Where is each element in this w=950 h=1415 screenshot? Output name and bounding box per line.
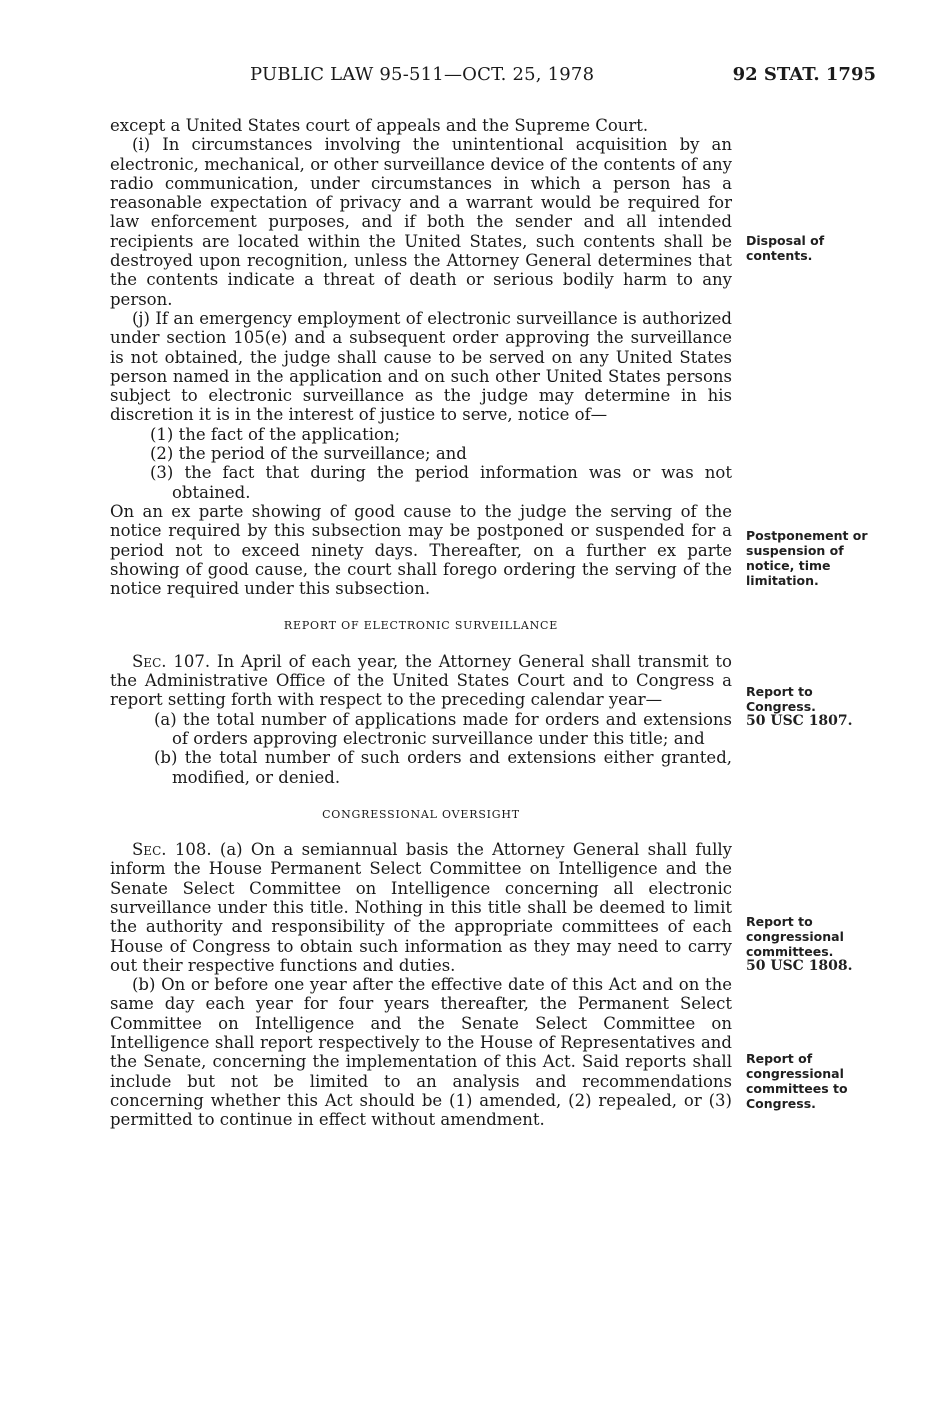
margin-note-line: notice, time <box>746 558 831 573</box>
section-107 <box>110 652 732 710</box>
section-label: Sec. <box>132 840 167 860</box>
list-item-a: (a) the total number of applications made for orders and extensions of orders approving electronic surveillance under this title; and <box>154 709 732 748</box>
margin-note-report-of <box>746 1051 876 1111</box>
margin-note-line: committees. <box>746 944 834 959</box>
margin-note-disposal <box>746 233 876 263</box>
section-108-text: 108. (a) On a semiannual basis the Attorney General shall fully inform the House Permanent Select Committee on Intelligence and the Senate Select Committee on Intelligence concerning all electronic surveillance under this title. Nothing in this title shall be deemed to limit the authority and responsibility of the appropriate committees of each House of Congress to obtain such information as they may need to carry out their respective functions and duties. <box>110 840 732 975</box>
margin-note-line: Report of <box>746 1051 813 1066</box>
page-header <box>250 64 876 86</box>
margin-note-postponement <box>746 528 876 588</box>
section-heading-oversight: CONGRESSIONAL OVERSIGHT <box>322 807 520 821</box>
paragraph-i: (i) In circumstances involving the unintentional acquisition by an electronic, mechanical, or other surveillance device of the contents of any radio communication, under circumstances in which a person has a reasonable expectation of privacy and a warrant would be required for law enforcement purposes, and if both the sender and all intended recipients are located within the United States, such contents shall be destroyed upon recognition, unless the Attorney General determines that the contents indicate a threat of death or serious bodily harm to any person. <box>110 135 732 309</box>
margin-note-line: Disposal of <box>746 233 825 248</box>
margin-note-line: Report to <box>746 914 813 929</box>
list-item-1: (1) the fact of the application; <box>150 424 401 444</box>
list-item-2: (2) the period of the surveillance; and <box>150 444 467 464</box>
usc-citation: 50 USC 1807. <box>746 713 853 729</box>
list-item-b: (b) the total number of such orders and extensions either granted, modified, or denied. <box>154 748 732 787</box>
margin-note-line: Congress. <box>746 699 816 714</box>
paragraph-108b: (b) On or before one year after the effective date of this Act and on the same day each year for four years thereafter, the Permanent Select Committee on Intelligence and the Senate Select Committee on Intelligence shall report respectively to the House of Representatives and the Senate, concerning the implementation of this Act. Said reports shall include but not be limited to an analysis and recommendations concerning whether this Act should be (1) amended, (2) repealed, or (3) permitted to continue in effect without amendment. <box>110 975 732 1130</box>
paragraph-court: except a United States court of appeals and the Supreme Court. <box>110 116 649 135</box>
margin-note-line: Report to <box>746 684 813 699</box>
margin-note-line: Congress. <box>746 1096 816 1111</box>
margin-note-line: suspension of <box>746 543 844 558</box>
paragraph-j: (j) If an emergency employment of electronic surveillance is authorized under section 105(e) and a subsequent order approving the surveillance is not obtained, the judge shall cause to be served on any United States person named in the application and on such other United States persons subject to electronic surveillance as the judge may determine in his discretion it is in the interest of justice to serve, notice of— <box>110 308 732 425</box>
list-item-3: (3) the fact that during the period information was or was not obtained. <box>150 463 732 502</box>
section-label: Sec. <box>132 651 167 671</box>
margin-note-line: committees to <box>746 1081 848 1096</box>
paragraph-ex-parte: On an ex parte showing of good cause to the judge the serving of the notice required by this subsection may be postponed or suspended for a period not to exceed ninety days. Thereafter, on a further ex parte showing of good cause, the court shall forego ordering the serving of the notice required under this subsection. <box>110 501 732 599</box>
header-title: PUBLIC LAW 95-511—OCT. 25, 1978 <box>250 64 595 85</box>
margin-note-line: congressional <box>746 1066 844 1081</box>
margin-note-line: congressional <box>746 929 844 944</box>
section-heading-report: REPORT OF ELECTRONIC SURVEILLANCE <box>283 619 559 633</box>
margin-note-line: Postponement or <box>746 528 868 543</box>
margin-note-report-congress <box>746 684 876 729</box>
document-body <box>110 116 732 1130</box>
section-108 <box>110 840 732 975</box>
margin-note-line: contents. <box>746 248 813 263</box>
usc-citation: 50 USC 1808. <box>746 958 853 974</box>
statute-page-number: 92 STAT. 1795 <box>732 64 876 85</box>
margin-note-line: limitation. <box>746 573 819 588</box>
margin-note-report-committees <box>746 914 876 974</box>
section-107-text: 107. In April of each year, the Attorney General shall transmit to the Administrative Office of the United States Court and to Congress a report setting forth with respect to the preceding calendar year— <box>110 651 732 710</box>
